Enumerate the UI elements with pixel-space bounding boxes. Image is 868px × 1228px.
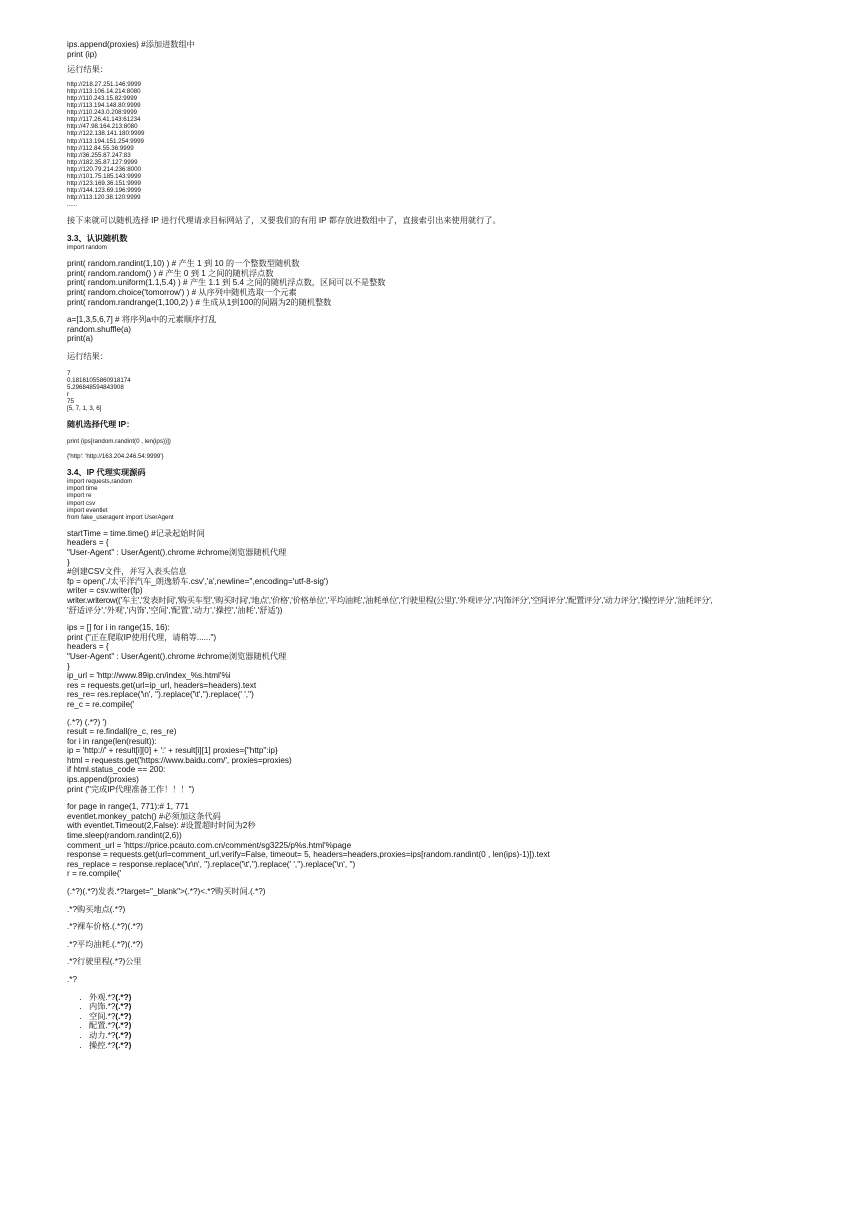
code-line: ip = 'http://' + result[i][0] + ':' + result[i][1] proxies={"http":ip}	[67, 746, 278, 756]
result-line: 75	[67, 397, 74, 405]
code-line: "User-Agent" : UserAgent().chrome #chrome浏览器随机代理	[67, 651, 287, 661]
code-line: random.shuffle(a)	[67, 324, 132, 334]
import-line: from fake_useragent import UserAgent	[67, 513, 174, 521]
code-line: headers = {	[67, 538, 109, 548]
item-group: (.*?)	[115, 1002, 132, 1012]
code-line: print( random.randrange(1,100,2) ) # 生成从1到100的间隔为2的随机整数	[67, 297, 332, 307]
import-line: import time	[67, 485, 98, 493]
code-line: result = re.findall(re_c, res_re)	[67, 727, 177, 737]
source-block-1	[67, 529, 837, 615]
section-3-4-heading: 3.4、IP 代理实现源码	[67, 468, 146, 478]
code-line: eventlet.monkey_patch() #必须加这条代码	[67, 811, 221, 821]
code-line: if html.status_code == 200:	[67, 765, 166, 775]
code-line: fp = open('./太平洋汽车_朗逸轿车.csv','a',newline='',encoding='utf-8-sig')	[67, 576, 329, 586]
code-line: print( random.uniform(1.1,5.4) ) # 产生 1.1 到 5.4 之间的随机浮点数，区间可以不是整数	[67, 278, 386, 288]
item-label: 内饰.*?	[89, 1002, 116, 1012]
code-line: '舒适评分','外观','内饰','空间','配置','动力','操控','油耗','舒适'))	[67, 605, 283, 615]
code-line: res_replace = response.replace('\r\n', '').replace('\t','').replace(' ','').replace('\n', '')	[67, 859, 356, 869]
list-item	[89, 1041, 837, 1051]
code-line: ips.append(proxies) #添加进数组中	[67, 40, 195, 49]
item-group: (.*?)	[115, 1021, 132, 1031]
random-proxy-heading: 随机选择代理 IP：	[67, 420, 135, 430]
rating-regex-list	[67, 993, 837, 1051]
list-item	[89, 1012, 837, 1022]
paragraph-next: 接下来就可以随机选择 IP 进行代理请求目标网站了，又要我们的有用 IP 都存放进数组中了，直接索引出来使用就行了。	[67, 216, 501, 226]
code-line: print( random.choice('tomorrow') ) # 从序列中随机选取一个元素	[67, 287, 297, 297]
result-line: http://36.255.87.247:83	[67, 151, 131, 159]
random-proxy-code: print (ips[random.randint(0 , len(ips))])	[67, 438, 171, 446]
result-ip-list	[67, 81, 837, 209]
code-line: #创建CSV文件，并写入表头信息	[67, 567, 187, 577]
item-label: 外观.*?	[89, 992, 116, 1002]
code-line: print (ip)	[67, 49, 98, 59]
code-line: for i in range(len(result)):	[67, 736, 157, 746]
item-group: (.*?)	[115, 1040, 132, 1050]
random-code-block	[67, 259, 837, 307]
code-line: time.sleep(random.randint(2,6))	[67, 831, 182, 841]
code-line: print ("正在爬取IP使用代理，请稍等......")	[67, 632, 217, 642]
source-block-3	[67, 718, 837, 795]
section-3-3-heading: 3.3、认识随机数	[67, 234, 128, 244]
code-line: ip_url = 'http://www.89ip.cn/index_%s.html'%i	[67, 671, 231, 681]
shuffle-code-block	[67, 315, 837, 344]
import-line: import re	[67, 492, 92, 500]
code-line: }	[67, 661, 70, 671]
import-random-line: import random	[67, 244, 107, 252]
list-item	[89, 1021, 837, 1031]
result-line: http://123.169.36.151:9999	[67, 180, 141, 188]
import-line: import eventlet	[67, 506, 108, 514]
result-line: [5, 7, 1, 3, 6]	[67, 404, 102, 412]
code-line: ips = [] for i in range(15, 16):	[67, 623, 170, 633]
result-line: http://47.98.164.213:8080	[67, 123, 138, 131]
item-label: 配置.*?	[89, 1021, 116, 1031]
regex-line: (.*?)(.*?)发表.*?target="_blank">(.*?)<.*?购买时间.(.*?)	[67, 887, 266, 896]
code-line: writer = csv.writer(fp)	[67, 586, 143, 596]
item-group: (.*?)	[115, 1030, 132, 1040]
result-line: http://182.35.87.127:9999	[67, 158, 138, 166]
result-line: http://144.123.69.196:9999	[67, 187, 141, 195]
result-line: http://112.84.55.36:9999	[67, 144, 134, 152]
result-line: http://117.26.41.143:61234	[67, 116, 141, 124]
code-line: print( random.randint(1,10) ) # 产生 1 到 10 的一个整数型随机数	[67, 259, 300, 269]
regex-parts	[67, 887, 837, 985]
result-line: 5.296848594843908	[67, 383, 124, 391]
list-item	[89, 1031, 837, 1041]
result-line: http://101.75.185.143:9999	[67, 173, 141, 180]
regex-line: .*?行驶里程(.*?)公里	[67, 957, 142, 967]
code-line: re_c = re.compile('	[67, 699, 135, 709]
item-group: (.*?)	[115, 1011, 132, 1021]
run-result-label: 运行结果：	[67, 65, 108, 75]
code-line: writer.writerow(('车主','发表时间','购买车型','购买时间','地点','价格','价格单位','平均油耗','油耗单位','行驶里程(公里)','外观评分','内饰评分','空间评分','配置评分','动力评分','操控评分','油耗评分',	[67, 595, 713, 605]
result-line: http://113.106.14.214:8080	[67, 87, 141, 95]
item-label: 动力.*?	[89, 1030, 116, 1040]
document-page	[67, 40, 837, 1050]
code-line: (.*?) (.*?) ')	[67, 717, 107, 727]
code-line: r = re.compile('	[67, 869, 122, 879]
code-line: res_re= res.replace('\n', '').replace('\t','').replace(' ','')	[67, 690, 254, 700]
run-result-label: 运行结果：	[67, 351, 108, 361]
random-proxy-output: {'http': 'http://163.204.246.54:9999'}	[67, 453, 164, 461]
source-block-4	[67, 802, 837, 879]
code-line: ips.append(proxies)	[67, 775, 139, 785]
import-line: import csv	[67, 499, 96, 507]
list-item	[89, 1002, 837, 1012]
code-line: }	[67, 557, 70, 567]
result-line: http://120.79.214.236:8000	[67, 165, 141, 173]
random-results	[67, 370, 837, 413]
item-group: (.*?)	[115, 992, 132, 1002]
code-line: res = requests.get(url=ip_url, headers=headers).text	[67, 680, 257, 690]
regex-line: .*?	[67, 974, 78, 984]
regex-line: .*?平均油耗.(.*?)(.*?)	[67, 939, 143, 949]
result-line: ......	[67, 201, 78, 209]
result-line: http://113.194.151.254:9999	[67, 137, 144, 145]
result-line: http://113.194.148.80:9999	[67, 102, 141, 110]
code-line: response = requests.get(url=comment_url,verify=False, timeout= 5, headers=headers,proxies=ips[random.randint(0 , len(ips)-1)]).text	[67, 850, 550, 860]
source-block-2	[67, 623, 837, 709]
code-line: headers = {	[67, 642, 109, 652]
result-line: http://122.138.141.180:9999	[67, 130, 145, 138]
intro-code	[67, 40, 837, 59]
code-line: startTime = time.time() #记录起始时间	[67, 528, 205, 538]
code-line: comment_url = 'https://price.pcauto.com.cn/comment/sg3225/p%s.html'%page	[67, 840, 352, 850]
regex-line: .*?购买地点(.*?)	[67, 904, 126, 914]
code-line: "User-Agent" : UserAgent().chrome #chrome浏览器随机代理	[67, 548, 287, 557]
regex-line: .*?裸车价格.(.*?)(.*?)	[67, 922, 143, 932]
code-line: for page in range(1, 771):# 1, 771	[67, 802, 189, 812]
result-line: r	[67, 390, 70, 398]
code-line: html = requests.get('https://www.baidu.com/', proxies=proxies)	[67, 755, 292, 765]
result-line: 7	[67, 369, 71, 377]
list-item	[89, 993, 837, 1003]
result-line: http://113.120.38.120:9999	[67, 194, 141, 202]
item-label: 操控.*?	[89, 1040, 116, 1050]
imports-block	[67, 478, 837, 521]
result-line: 0.18161055860918174	[67, 376, 131, 384]
result-line: http://218.27.251.146:9999	[67, 80, 141, 88]
code-line: with eventlet.Timeout(2,False): #设置超时时间为2秒	[67, 821, 256, 831]
code-line: a=[1,3,5,6,7] # 将序列a中的元素顺序打乱	[67, 315, 217, 325]
code-line: print(a)	[67, 334, 93, 344]
result-line: http://110.243.0.208:9999	[67, 109, 138, 117]
import-line: import requests,random	[67, 478, 133, 486]
code-line: print( random.random() ) # 产生 0 到 1 之间的随机浮点数	[67, 268, 274, 278]
code-line: print ("完成IP代理准备工作！！！")	[67, 784, 195, 794]
item-label: 空间.*?	[89, 1011, 116, 1021]
result-line: http://110.243.15.82:9999	[67, 94, 138, 102]
